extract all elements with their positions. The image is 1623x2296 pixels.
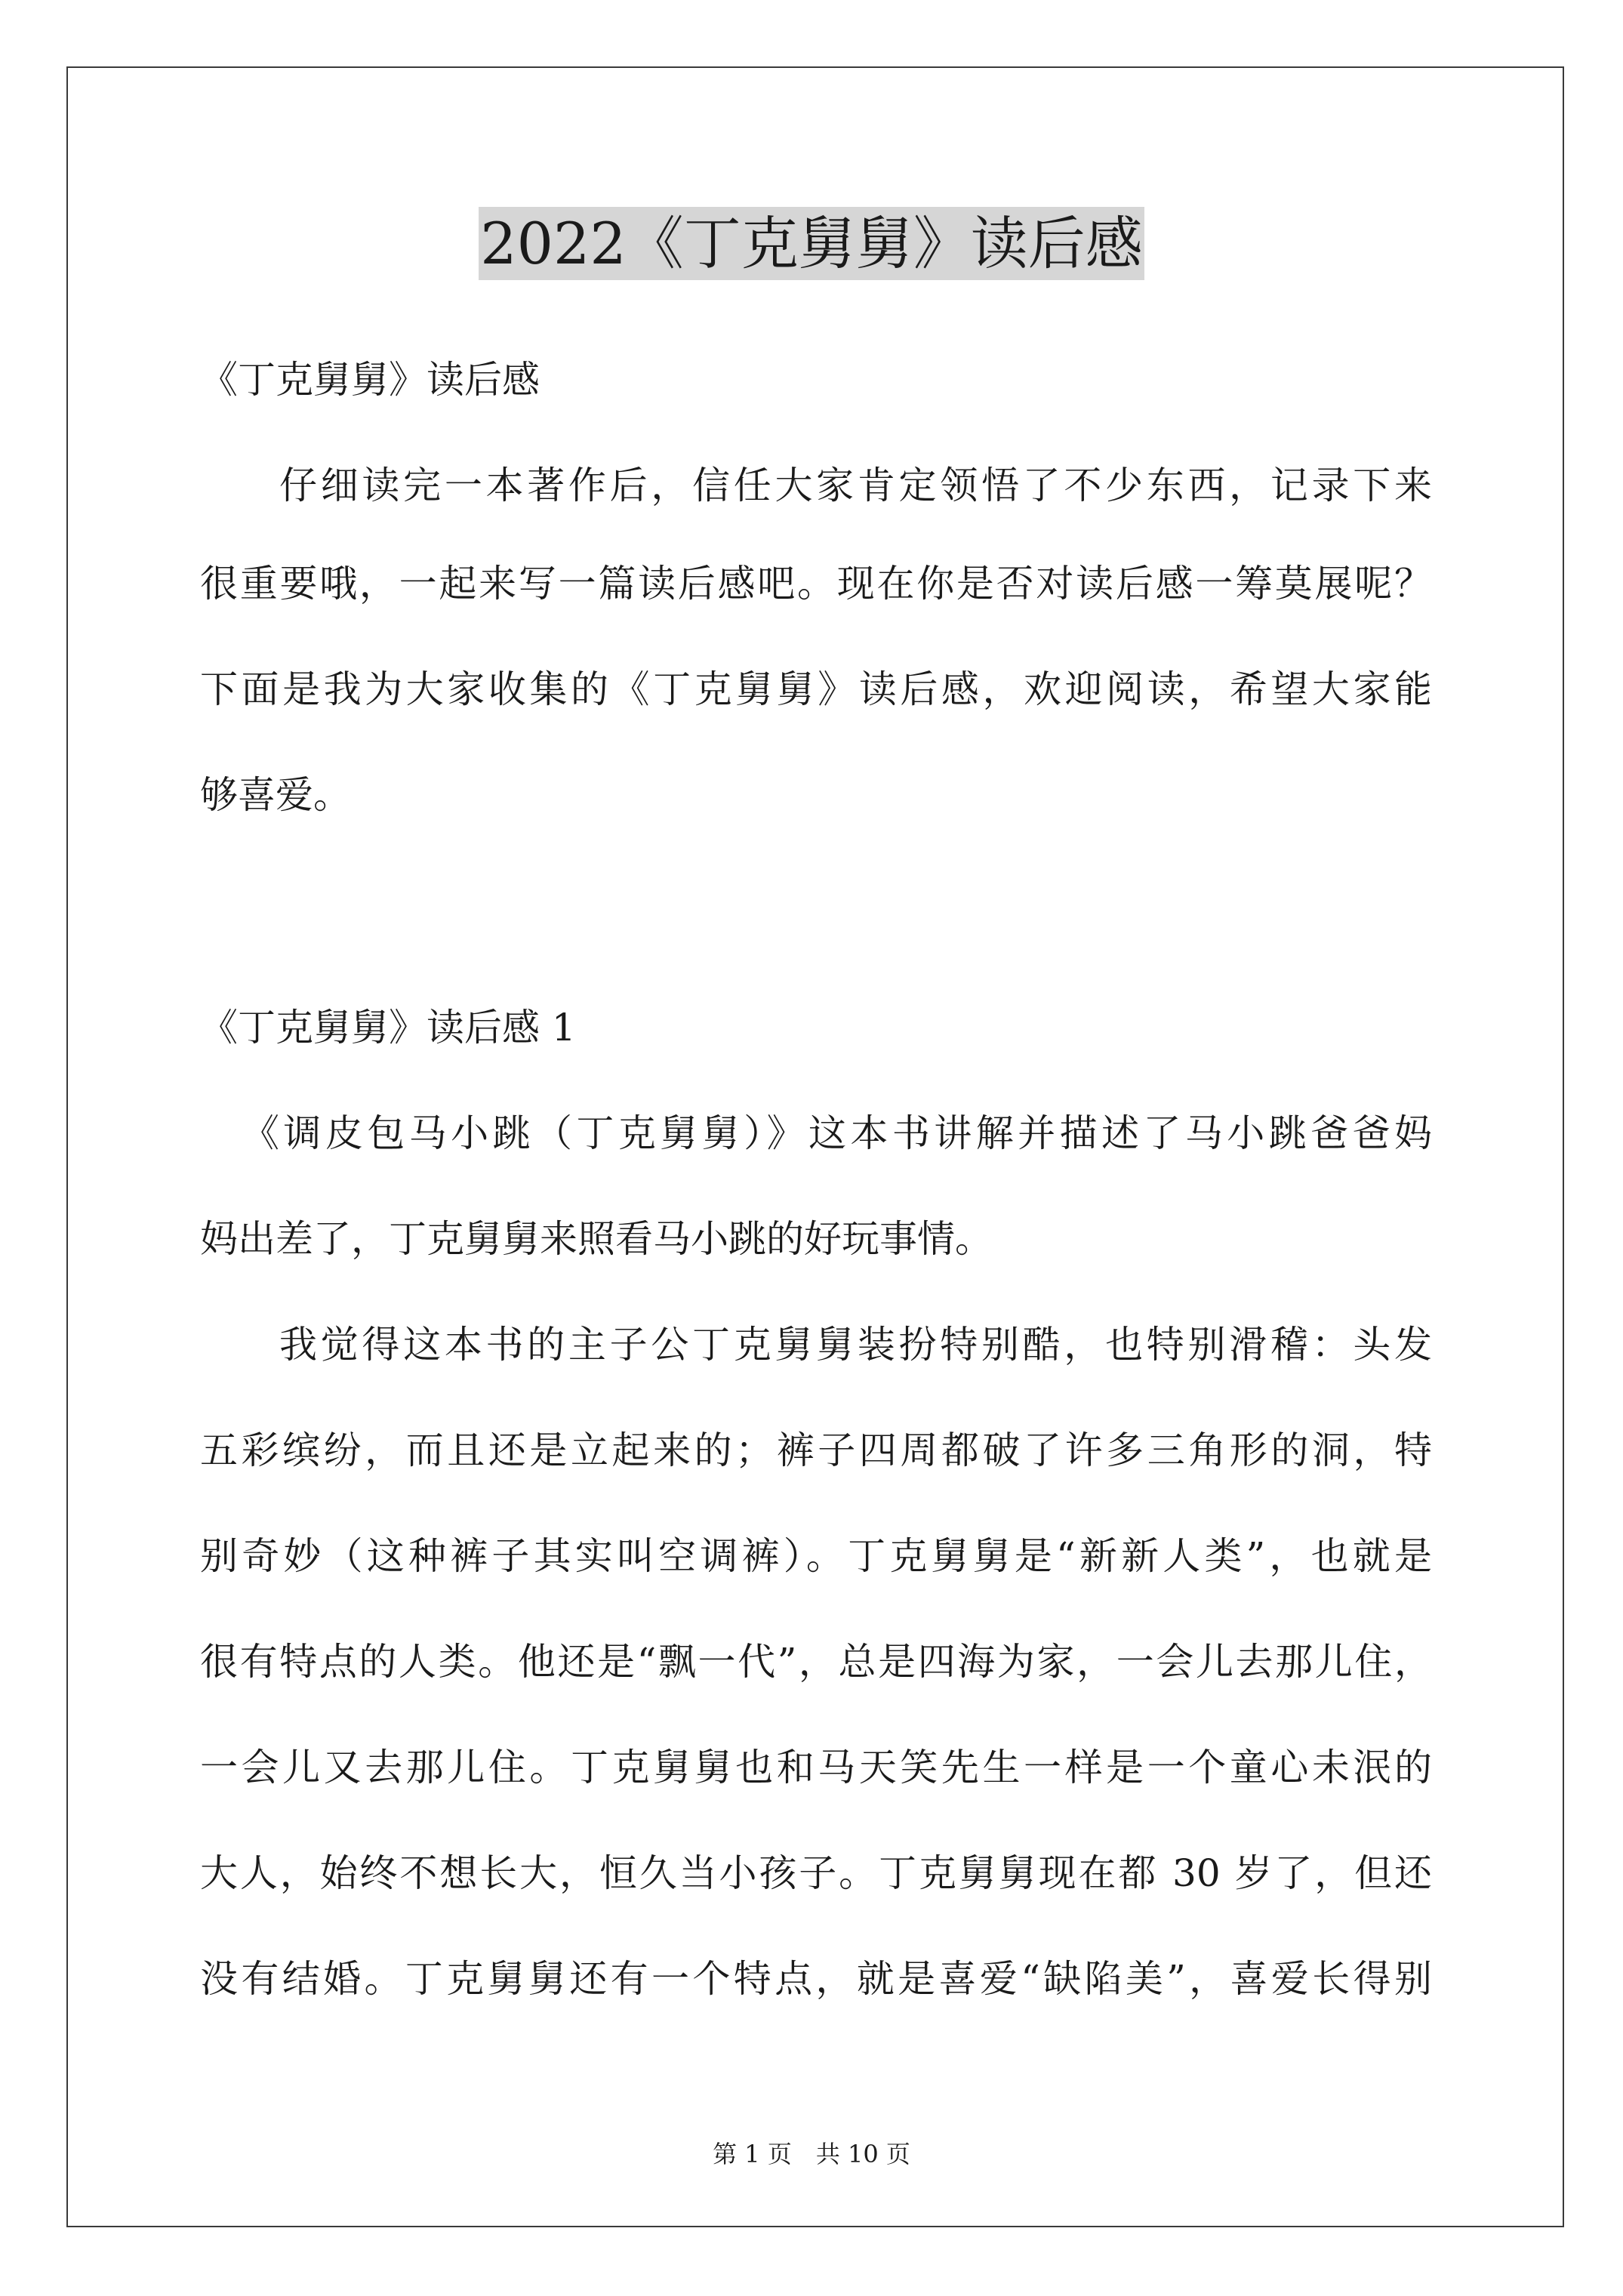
section-heading-1: 《丁克舅舅》读后感 1 [200, 1006, 576, 1049]
intro-line-1: 仔细读完一本著作后，信任大家肯定领悟了不少东西，记录下来 [279, 464, 1432, 507]
intro-line-4: 够喜爱。 [200, 773, 351, 817]
document-title-text: 2022《丁克舅舅》读后感 [479, 207, 1144, 280]
para2-line-5: 一会儿又去那儿住。丁克舅舅也和马天笑先生一样是一个童心未泯的 [200, 1746, 1432, 1789]
para1-line-1: 《调皮包马小跳（丁克舅舅）》这本书讲解并描述了马小跳爸爸妈 [242, 1111, 1432, 1155]
document-title [0, 202, 1623, 285]
para2-line-1: 我觉得这本书的主子公丁克舅舅装扮特别酷，也特别滑稽：头发 [279, 1323, 1432, 1367]
para1-line-2: 妈出差了，丁克舅舅来照看马小跳的好玩事情。 [200, 1217, 993, 1261]
intro-line-2: 很重要哦，一起来写一篇读后感吧。现在你是否对读后感一筹莫展呢？ [200, 562, 1432, 606]
para2-line-6: 大人，始终不想长大，恒久当小孩子。丁克舅舅现在都 30 岁了，但还 [200, 1851, 1432, 1895]
para2-line-7: 没有结婚。丁克舅舅还有一个特点，就是喜爱“缺陷美”，喜爱长得别 [200, 1957, 1432, 2001]
para2-line-2: 五彩缤纷，而且还是立起来的；裤子四周都破了许多三角形的洞，特 [200, 1428, 1432, 1472]
section-heading-intro: 《丁克舅舅》读后感 [200, 358, 540, 402]
page-footer: 第 1 页 共 10 页 [713, 2140, 910, 2168]
para2-line-4: 很有特点的人类。他还是“飘一代”，总是四海为家，一会儿去那儿住， [200, 1640, 1432, 1684]
para2-line-3: 别奇妙（这种裤子其实叫空调裤）。丁克舅舅是“新新人类”，也就是 [200, 1534, 1432, 1578]
intro-line-3: 下面是我为大家收集的《丁克舅舅》读后感，欢迎阅读，希望大家能 [200, 667, 1432, 711]
